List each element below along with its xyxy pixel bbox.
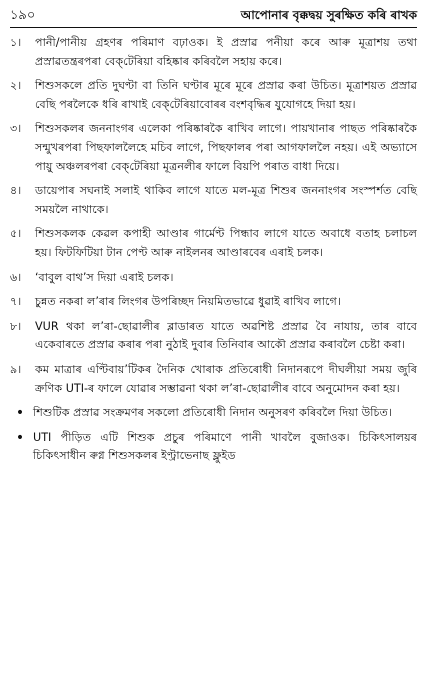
list-item-text: ডায়েপাৰ সঘনাই সলাই থাকিব লাগে যাতে মল-মূত্ৰ শিশুৰ জননাংগৰ সংস্পৰ্শত বেছি সময়লৈ নাথাকে। <box>35 184 417 216</box>
list-item-text: চুন্নত নকৰা ল’ৰাৰ লিংগৰ উপৰিচ্ছদ নিয়মিতভাৱে ধুৱাই ৰাখিব লাগে। <box>35 295 341 309</box>
list-item-number: ৪। <box>10 184 22 198</box>
list-item-number: ৭। <box>10 295 22 309</box>
page-number: ১৯০ <box>10 8 36 23</box>
list-item-text: কম মাত্ৰাৰ এণ্টিবায়’টিকৰ দৈনিক খোৰাক প্ৰতিৰোধী নিদানৰূপে দীঘলীয়া সময় জুৰি ক্ৰণিক UTI-ৰ ফালে যোৱাৰ সম্ভাৱনা থকা ল’ৰা-ছোৱালীৰ বাবে অনুমোদন কৰা হয়। <box>35 362 417 395</box>
prevention-list <box>10 34 417 466</box>
list-item-number: ৬। <box>10 270 22 284</box>
list-item <box>10 34 417 71</box>
bullet-icon: • <box>15 405 25 422</box>
list-item-text: ‘বাবুল বাথ’স দিয়া এৰাই চলক। <box>35 270 174 284</box>
bullet-item-text: UTI পীড়িত এটি শিশুক প্ৰচুৰ পৰিমাণে পানী খাবলৈ বুজাওক। চিকিৎসালয়ৰ চিকিৎসাধীন ৰুগ্ন শিশুসকলৰ ইণ্ট্ৰাভেনাছ ফ্লুইড <box>33 430 417 463</box>
list-item-number: ২। <box>10 79 22 93</box>
list-item <box>10 120 417 176</box>
bullet-item <box>10 429 417 466</box>
list-item-text: শিশুসকলৰ জননাংগৰ এলেকা পৰিষ্কাৰকৈ ৰাখিব লাগে। পায়খানাৰ পাছত পৰিষ্কাৰকৈ সন্মুখৰপৰা পিছফাললৈহে মচিব লাগে, পিছফালৰ পৰা আগফাললৈ নহয়। এই অভ্যাসে পায়ু অঞ্চলৰপৰা বেক্‌টেৰিয়া মূত্ৰনলীৰ ফালে বিয়পি পৰাত বাধা দিয়ে। <box>35 122 417 173</box>
header-rule <box>10 27 417 28</box>
list-item <box>10 225 417 262</box>
bullet-item <box>10 404 417 423</box>
list-item-number: ৩। <box>10 122 22 136</box>
list-item-text: VUR থকা ল’ৰা-ছোৱালীৰ ব্লাডাৰত যাতে অৱশিষ্ট প্ৰস্ৰাৱ বৈ নাযায়, তাৰ বাবে একেবাৰতে প্ৰস্ৰাৱ কৰাৰ পৰা নুঠাই দুবাৰ তিনিবাৰ আকৌ প্ৰস্ৰাৱ কৰাবলৈ চেষ্টা কৰা। <box>35 319 417 352</box>
bullet-item-text: শিশুটিক প্ৰস্ৰাৱ সংক্ৰমণৰ সকলো প্ৰতিৰোধী নিদান অনুসৰণ কৰিবলৈ দিয়া উচিত। <box>33 406 392 420</box>
page-header <box>10 6 417 26</box>
list-item-text: পানী/পানীয় গ্ৰহণৰ পৰিমাণ বঢ়াওক। ই প্ৰস্ৰাৱ পনীয়া কৰে আৰু মূত্ৰাশয় তথা প্ৰস্ৰাৱতন্ত্ৰৰপৰা বেক্‌টেৰিয়া বহিষ্কাৰ কৰিবলৈ সহায় কৰে। <box>35 36 417 68</box>
list-item <box>10 77 417 114</box>
running-title: আপোনাৰ বৃক্কদ্বয় সুৰক্ষিত কৰি ৰাখক <box>240 8 417 22</box>
list-item-text: শিশুসকলক কেৱল কপাহী আণ্ডাৰ গাৰ্মেণ্ট পিন্ধাব লাগে যাতে অবাধে বতাহ চলাচল হয়। ফিটফিটিয়া টান পেণ্ট আৰু নাইলনৰ আণ্ডাৰবেৰ এৰাই চলক। <box>35 227 417 259</box>
list-item-number: ৯। <box>10 362 22 376</box>
list-item <box>10 182 417 219</box>
list-item-number: ৫। <box>10 227 22 241</box>
list-item <box>10 361 417 398</box>
list-item-number: ১। <box>10 36 22 49</box>
list-item-number: ৮। <box>10 319 22 333</box>
list-item <box>10 293 417 312</box>
list-item-text: শিশুসকলে প্ৰতি দুঘণ্টা বা তিনি ঘণ্টাৰ মূৰে মূৰে প্ৰস্ৰাৱ কৰা উচিত। মূত্ৰাশয়ত প্ৰস্ৰাৱ বেছি পৰলৈকে ধৰি ৰাখাই বেক্‌টেৰিয়াবোৰৰ বংশবৃদ্ধিৰ যুযোগহে দিয়া হয়। <box>35 79 417 111</box>
bullet-icon: • <box>15 429 25 446</box>
list-item <box>10 269 417 288</box>
list-item <box>10 318 417 355</box>
